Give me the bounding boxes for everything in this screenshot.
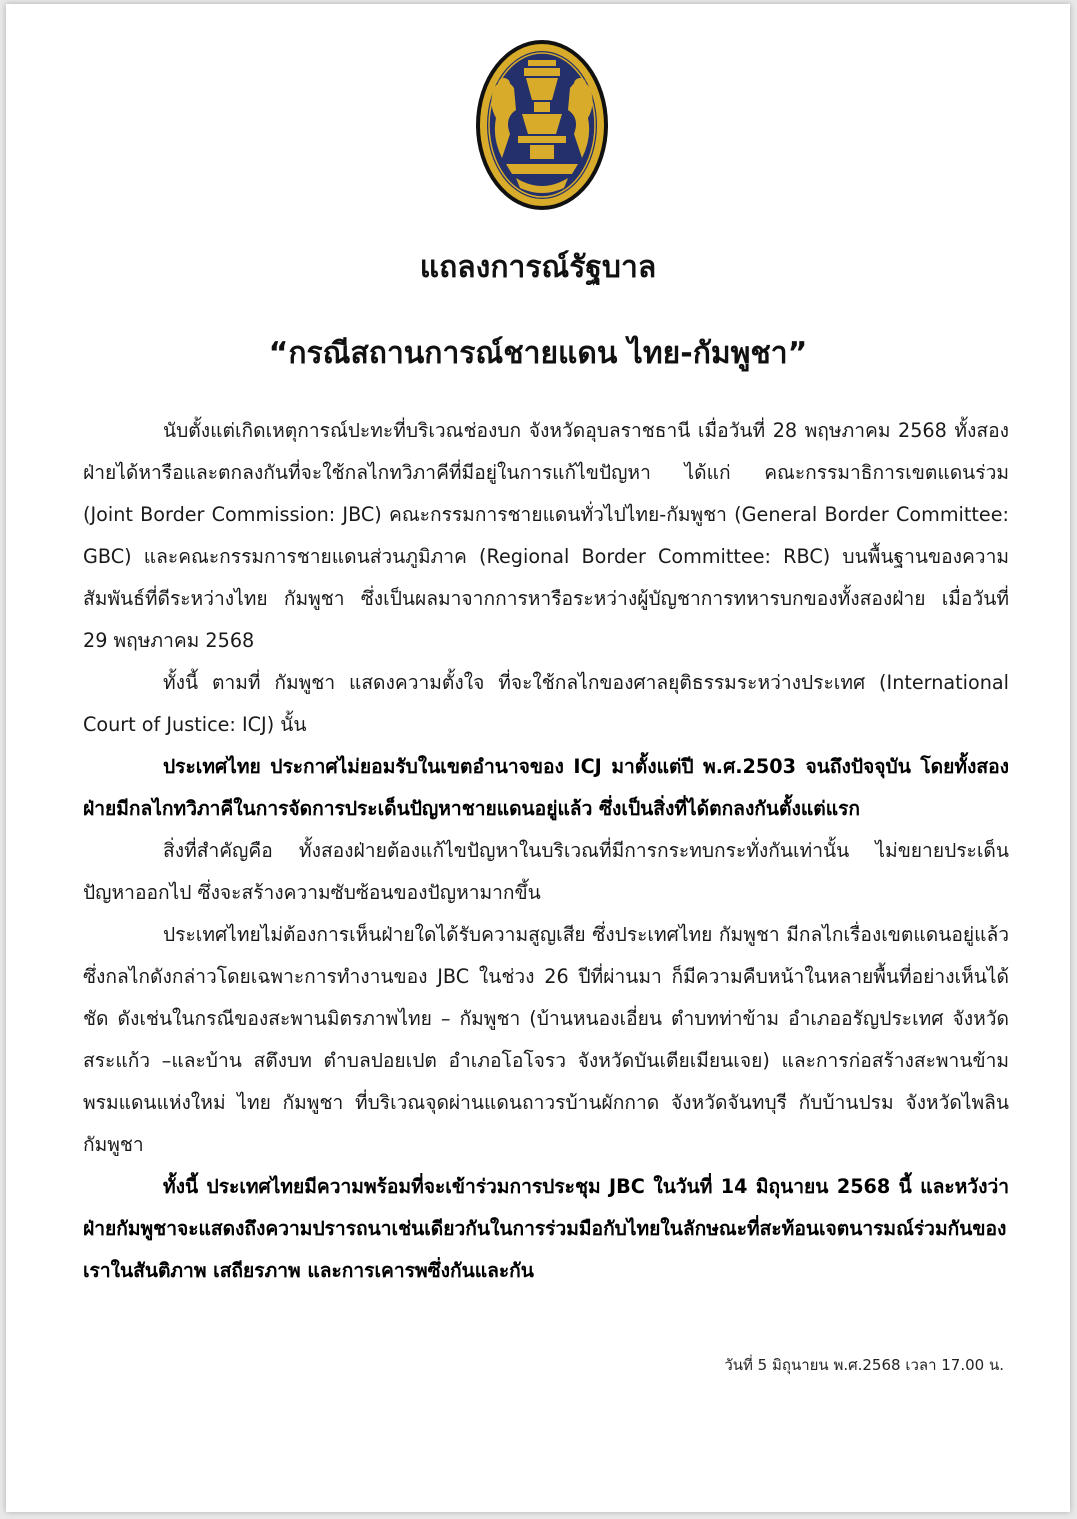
page-subtitle: “กรณีสถานการณ์ชายแดน ไทย-กัมพูชา” [268, 336, 808, 371]
page-title: แถลงการณ์รัฐบาล [419, 250, 657, 285]
paragraph: นับตั้งแต่เกิดเหตุการณ์ปะทะที่บริเวณช่องบก จังหวัดอุบลราชธานี เมื่อวันที่ 28 พฤษภาคม 2568 ทั้งสองฝ่ายได้หารือและตกลงกันที่จะใช้กลไกทวิภาคีที่มีอยู่ในการแก้ไขปัญหา ได้แก่ คณะกรรมาธิการเขตแดนร่วม (Joint Border Commission: JBC) คณะกรรมการชายแดนทั่วไปไทย-กัมพูชา (General Border Committee: GBC) และคณะกรรมการชายแดนส่วนภูมิภาค (Regional Border Committee: RBC) บนพื้นฐานของความสัมพันธ์ที่ดีระหว่างไทย กัมพูชา ซึ่งเป็นผลมาจากการหารือระหว่างผู้บัญชาการทหารบกของทั้งสองฝ่าย เมื่อวันที่ 29 พฤษภาคม 2568 [83, 419, 1009, 652]
issue-date: วันที่ 5 มิถุนายน พ.ศ.2568 เวลา 17.00 น. [724, 1356, 1004, 1374]
document-page [6, 4, 1070, 1512]
paragraph-bold: ทั้งนี้ ประเทศไทยมีความพร้อมที่จะเข้าร่วมการประชุม JBC ในวันที่ 14 มิถุนายน 2568 นี้ และหวังว่าฝ่ายกัมพูชาจะแสดงถึงความปรารถนาเช่นเดียวกันในการร่วมมือกับไทยในลักษณะที่สะท้อนเจตนารมณ์ร่วมกันของเราในสันติภาพ เสถียรภาพ และการเคารพซึ่งกันและกัน [83, 1175, 1009, 1282]
statement-body [83, 410, 1009, 1292]
paragraph-bold: ประเทศไทย ประกาศไม่ยอมรับในเขตอำนาจของ ICJ มาตั้งแต่ปี พ.ศ.2503 จนถึงปัจจุบัน โดยทั้งสองฝ่ายมีกลไกทวิภาคีในการจัดการประเด็นปัญหาชายแดนอยู่แล้ว ซึ่งเป็นสิ่งที่ได้ตกลงกันตั้งแต่แรก [83, 755, 1009, 820]
paragraph: สิ่งที่สำคัญคือ ทั้งสองฝ่ายต้องแก้ไขปัญหาในบริเวณที่มีการกระทบกระทั่งกันเท่านั้น ไม่ขยายประเด็นปัญหาออกไป ซึ่งจะสร้างความซับซ้อนของปัญหามากขึ้น [83, 839, 1009, 904]
paragraph: ทั้งนี้ ตามที่ กัมพูชา แสดงความตั้งใจ ที่จะใช้กลไกของศาลยุติธรรมระหว่างประเทศ (International Court of Justice: ICJ) นั้น [83, 671, 1009, 736]
government-seal-icon [474, 38, 610, 212]
paragraph: ประเทศไทยไม่ต้องการเห็นฝ่ายใดได้รับความสูญเสีย ซึ่งประเทศไทย กัมพูชา มีกลไกเรื่องเขตแดนอยู่แล้ว ซึ่งกลไกดังกล่าวโดยเฉพาะการทำงานของ JBC ในช่วง 26 ปีที่ผ่านมา ก็มีความคืบหน้าในหลายพื้นที่อย่างเห็นได้ชัด ดังเช่นในกรณีของสะพานมิตรภาพไทย – กัมพูชา (บ้านหนองเอี่ยน ตำบทท่าข้าม อำเภออรัญประเทศ จังหวัดสระแก้ว –และบ้าน สตึงบท ตำบลปอยเปต อำเภอโอโจรว จังหวัดบันเตียเมียนเจย) และการก่อสร้างสะพานข้ามพรมแดนแห่งใหม่ ไทย กัมพูชา ที่บริเวณจุดผ่านแดนถาวรบ้านผักกาด จังหวัดจันทบุรี กับบ้านปรม จังหวัดไพลิน กัมพูชา [83, 923, 1009, 1156]
